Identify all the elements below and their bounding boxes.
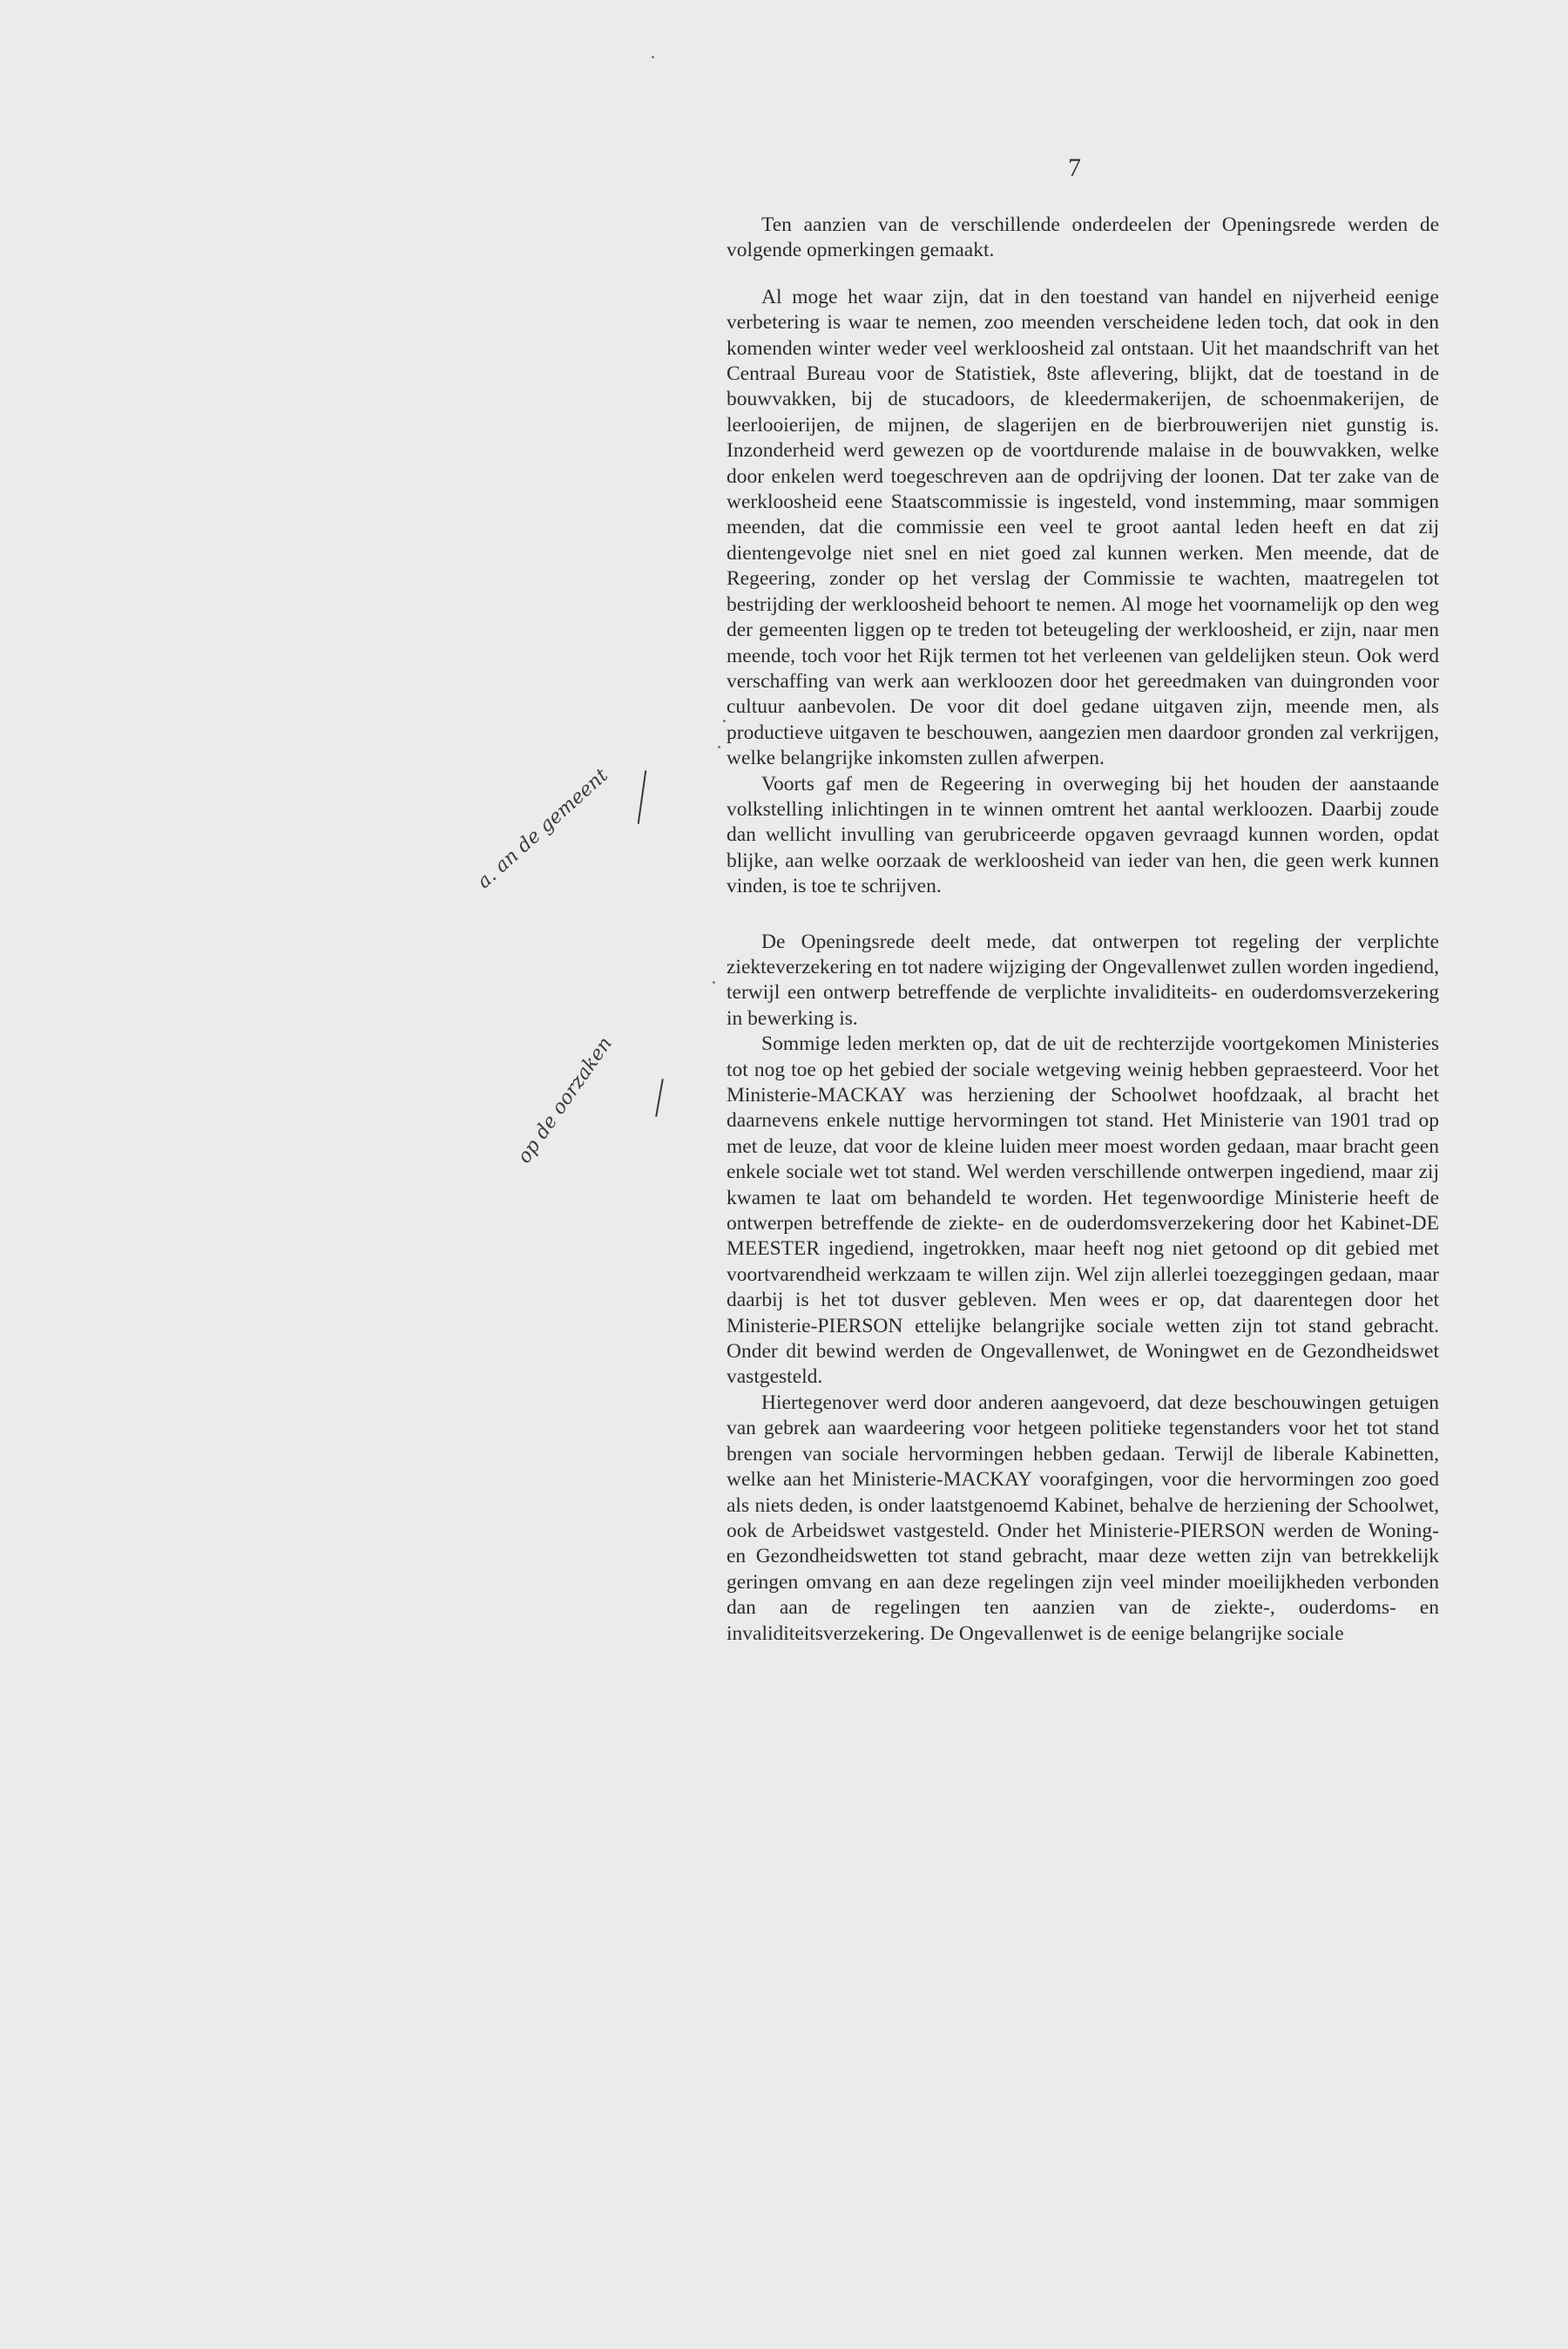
paragraph-rebuttal: Hiertegenover werd door anderen aangevoerd, dat deze beschouwingen getuigen van gebrek aan waardeering voor hetgeen politieke tegenstanders voor het tot stand brengen van sociale hervormingen hebben gedaan. Terwijl de liberale Kabinetten, welke aan het Ministerie-MACKAY voorafgingen, voor die hervormingen zoo goed als niets deden, is onder laatstgenoemd Kabinet, behalve de herziening der Schoolwet, ook de Arbeidswet vastgesteld. Onder het Ministerie-PIERSON werden de Woning- en Gezondheidswetten tot stand gebracht, maar deze wetten zijn van betrekkelijk geringen omvang en aan deze regelingen zijn veel minder moeilijkheden verbonden dan aan de regelingen ten aanzien van de ziekte-, ouderdoms- en invaliditeitsverzekering. De Ongevallenwet is de eenige belangrijke sociale: [727, 1391, 1439, 1645]
margin-mark-line: [655, 1079, 664, 1117]
paragraph-ministries: Sommige leden merkten op, dat de uit de rechterzijde voortgekomen Ministeries tot nog toe op het gebied der sociale wetgeving weinig hebben gepraesteerd. Voor het Ministerie-MACKAY was herziening der Schoolwet hoofdzaak, al bracht het daarnevens enkele nuttige hervormingen tot stand. Het Ministerie van 1901 trad op met de leuze, dat voor de kleine luiden meer moest worden gedaan, maar bracht geen enkele sociale wet tot stand. Wel werden verschillende ontwerpen ingediend, maar zij kwamen te laat om behandeld te worden. Het tegenwoordige Ministerie heeft de ontwerpen betreffende de ziekte- en de ouderdomsverzekering door het Kabinet-DE MEESTER ingediend, ingetrokken, maar heeft nog niet getoond op dit gebied met voortvarendheid werkzaam te willen zijn. Wel zijn allerlei toezeggingen gedaan, maar daarbij is het tot dusver gebleven. Men wees er op, dat daarentegen door het Ministerie-PIERSON ettelijke belangrijke sociale wetten zijn tot stand gebracht. Onder dit bewind werden de Ongevallenwet, de Woningwet en de Gezondheidswet vastgesteld.: [727, 1032, 1439, 1389]
margin-mark-line: [638, 770, 647, 824]
scan-speck: [723, 720, 726, 722]
body-text: [727, 213, 1439, 1647]
handwritten-note-municipalities: a. an de gemeent: [473, 764, 613, 893]
handwritten-note-causes: op de oorzaken: [513, 1032, 617, 1168]
paragraph-insurance: De Openingsrede deelt mede, dat ontwerpen tot regeling der verplichte ziekteverzekering en tot nadere wijziging der Ongevallenwet zullen worden ingediend, terwijl een ontwerp betreffende de verplichte invaliditeits- en ouderdomsverzekering in bewerking is.: [727, 930, 1439, 1030]
paragraph-intro: Ten aanzien van de verschillende onderdeelen der Openingsrede werden de volgende opmerkingen gemaakt.: [727, 213, 1439, 262]
scan-speck: [718, 746, 720, 748]
scan-speck: [713, 981, 715, 984]
paragraph-unemployment: Al moge het waar zijn, dat in den toestand van handel en nijverheid eenige verbetering is waar te nemen, zoo meenden verscheidene leden toch, dat ook in den komenden winter weder veel werkloosheid zal ontstaan. Uit het maandschrift van het Centraal Bureau voor de Statistiek, 8ste aflevering, blijkt, dat de toestand in de bouwvakken, bij de stucadoors, de kleedermakerijen, de schoenmakerijen, de leerlooierijen, de mijnen, de slagerijen en de bierbrouwerijen niet gunstig is. Inzonderheid werd gewezen op de voortdurende malaise in de bouwvakken, welke door enkelen werd toegeschreven aan de opdrijving der loonen. Dat ter zake van de werkloosheid eene Staatscommissie is ingesteld, vond instemming, maar sommigen meenden, dat die commissie een veel te groot aantal leden heeft en dat zij dientengevolge niet snel en niet goed zal kunnen werken. Men meende, dat de Regeering, zonder op het verslag der Commissie te wachten, maatregelen tot bestrijding der werkloosheid behoort te nemen. Al moge het voornamelijk op den weg der gemeenten liggen op te treden tot beteugeling der werkloosheid, er zijn, naar men meende, toch voor het Rijk termen tot het verleenen van geldelijken steun. Ook werd verschaffing van werk aan werkloozen door het gereedmaken van duingronden voor cultuur aanbevolen. De voor dit doel gedane uitgaven zijn, meende men, als productieve uitgaven te beschouwen, aangezien men daardoor gronden zal verkrijgen, welke belangrijke inkomsten zullen afwerpen.: [727, 285, 1439, 770]
scan-speck: [652, 56, 654, 58]
page-number: 7: [1068, 153, 1081, 182]
paragraph-census: Voorts gaf men de Regeering in overweging bij het houden der aanstaande volkstelling inlichtingen in te winnen omtrent het aantal werkloozen. Daarbij zoude dan wellicht invulling van gerubriceerde opgaven gevraagd kunnen worden, opdat blijke, aan welke oorzaak de werkloosheid van ieder van hen, die geen werk kunnen vinden, is toe te schrijven.: [727, 772, 1439, 898]
